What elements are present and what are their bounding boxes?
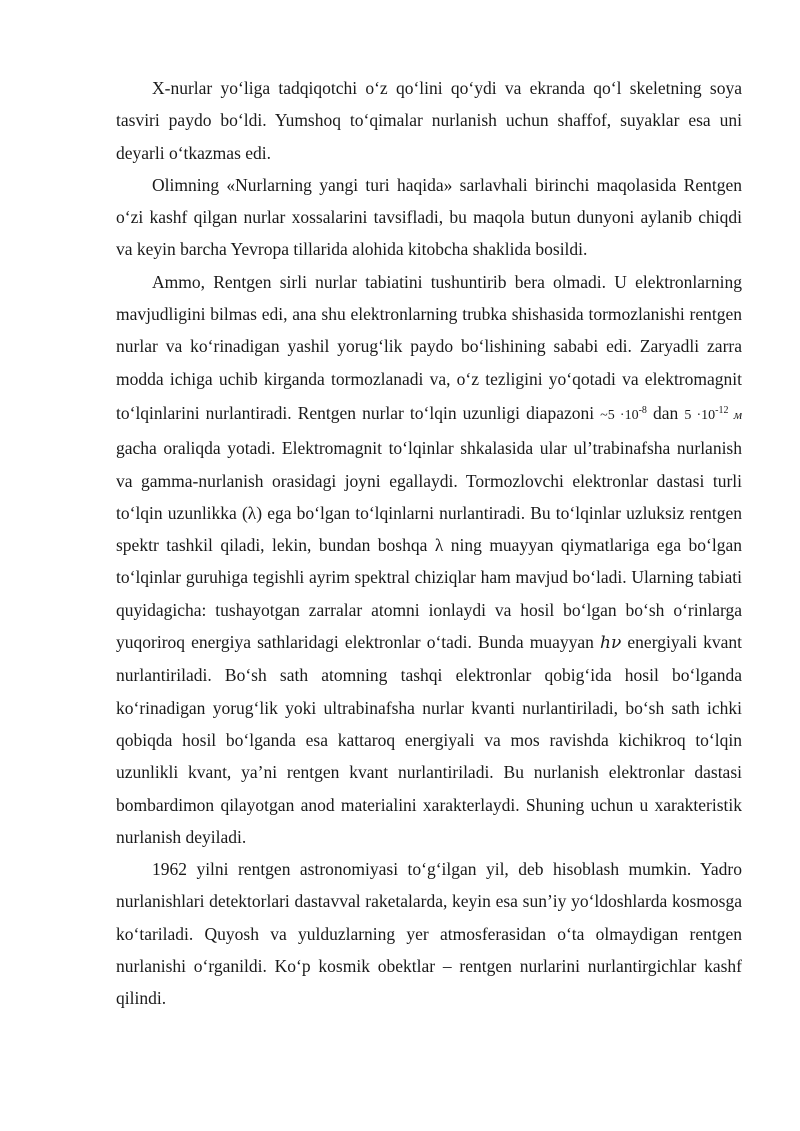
formula-exponent: -12 [715,404,729,416]
document-page [116,72,742,1015]
formula-base: ~5 ·10 [600,407,639,423]
wavelength-upper-formula [684,404,742,423]
formula-base: 5 ·10 [684,407,716,423]
wavelength-lower-formula [600,404,647,423]
formula-unit: м [733,406,742,422]
paragraph-first-article: Olimning «Nurlarning yangi turi haqida» sarlavhali birinchi maqolasida Rentgen o‘zi kashf qilgan nurlar xossalarini tavsifladi, bu maqola butun dunyoni aylanib chiqdi va keyin barcha Yevropa tillarida alohida kitobcha shaklida bosildi. [116,174,742,260]
paragraph-text: dan [652,402,679,423]
paragraph-xray-nature [116,266,742,853]
paragraph-text: gacha oraliqda yotadi. Elektromagnit to‘lqinlar shkalasida ular ul’trabinafsha nurlanish va gamma-nurlanish orasidagi joyni egallaydi. Tormozlovchi elektronlar dastasi turli to‘lqin uzunlikka (λ) ega bo‘lgan to‘lqinlarni nurlantiradi. Bu to‘lqinlar uzluksiz rentgen spektr tashkil qiladi, lekin, bundan boshqa λ ning muayyan qiymatlariga ega bo‘lgan to‘lqinlar guruhiga tegishli ayrim spektral chiziqlar ham mavjud bo‘ladi. Ularning tabiati quyidagicha: tushayotgan zarralar atomni ionlaydi va hosil bo‘lgan bo‘sh o‘rinlarga yuqoriroq energiya sathlaridagi elektronlar o‘tadi. Bunda muayyan [116,438,742,653]
paragraph-xray-astronomy: 1962 yilni rentgen astronomiyasi to‘g‘ilgan yil, deb hisoblash mumkin. Yadro nurlanishlari detektorlari dastavval raketalarda, keyin esa sun’iy yo‘ldoshlarda kosmosga ko‘tariladi. Quyosh va yulduzlarning yer atmosferasidan o‘ta olmaydigan rentgen nurlanishi o‘rganildi. Ko‘p kosmik obektlar – rentgen nurlarini nurlantirgichlar kashf qilindi. [116,859,742,1009]
paragraph-text: Ammo, Rentgen sirli nurlar tabiatini tushuntirib bera olmadi. U elektronlarning mavjudligini bilmas edi, ana shu elektronlarning trubka shishasida tormozlanishi rentgen nurlar va ko‘rinadigan yashil yorug‘lik paydo bo‘lishining sababi edi. Zaryadli zarra modda ichiga uchib kirganda tormozlanadi va, o‘z tezligini yo‘qotadi va elektromagnit to‘lqinlarini nurlantiradi. Rentgen nurlar to‘lqin uzunligi diapazoni [116,271,742,423]
formula-exponent: -8 [638,404,647,416]
paragraph-xray-hand: X-nurlar yo‘liga tadqiqotchi o‘z qo‘lini qo‘ydi va ekranda qo‘l skeletning soya tasviri paydo bo‘ldi. Yumshoq to‘qimalar nurlanish uchun shaffof, suyaklar esa uni deyarli o‘tkazmas edi. [116,78,742,163]
paragraph-text: energiyali kvant nurlantiriladi. Bo‘sh sath atomning tashqi elektronlar qobig‘ida hosil bo‘lganda ko‘rinadigan yorug‘lik yoki ultrabinafsha nurlar kvanti nurlantiriladi, bo‘sh sath ichki qobiqda hosil bo‘lganda esa kattaroq energiyali va mos ravishda kichikroq to‘lqin uzunlikli kvant, ya’ni rentgen kvant nurlantiriladi. Bu nurlanish elektronlar dastasi bombardimon qilayotgan anod materialini xarakterlaydi. Shuning uchun u xarakteristik nurlanish deyiladi. [116,632,743,847]
energy-symbol: hν [600,633,622,654]
